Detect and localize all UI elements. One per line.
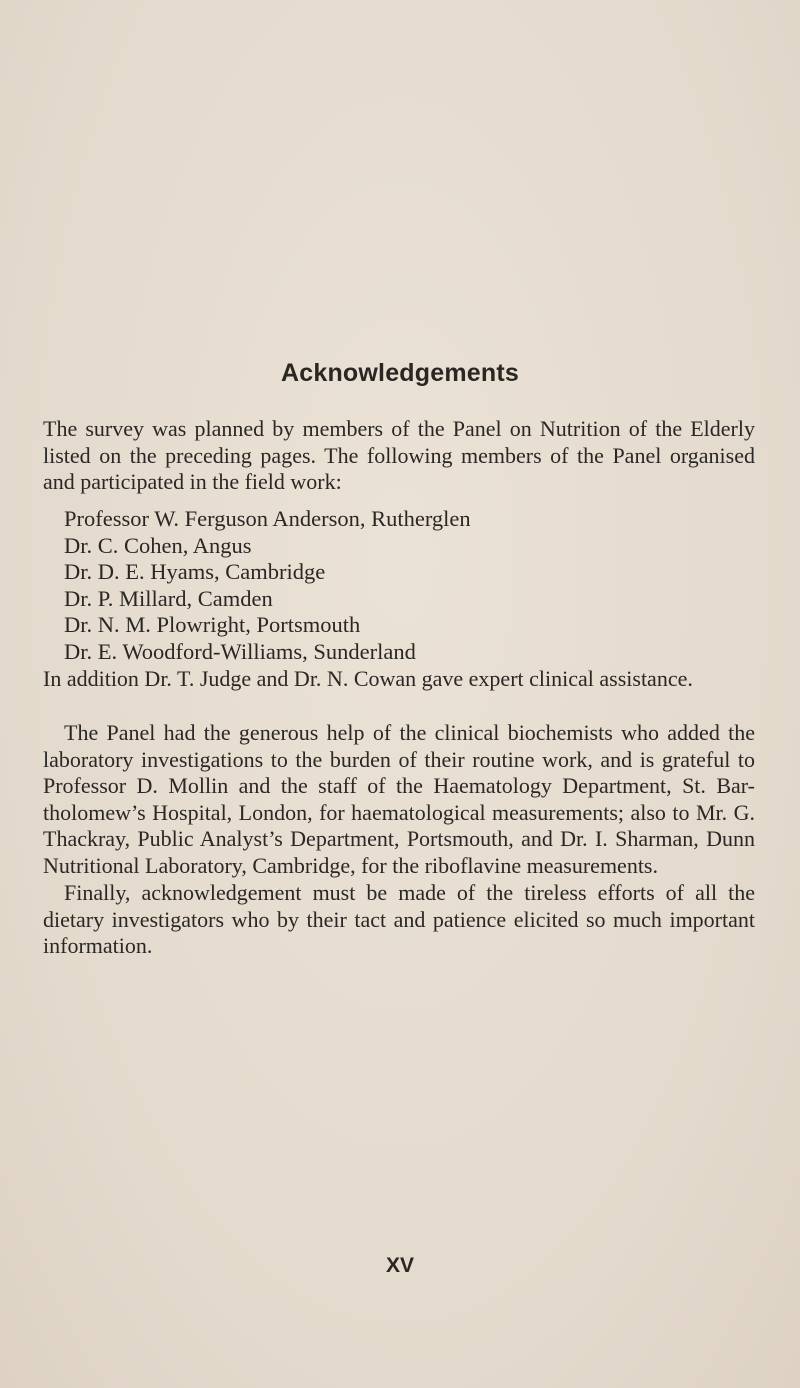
list-item: Dr. E. Woodford-Williams, Sunderland <box>64 638 416 664</box>
closing-paragraph: Finally, acknowledgement must be made of the tireless efforts of all the dietary investigators who by their tact and patience elicited so much important information. <box>43 880 755 958</box>
panel-members-list <box>64 506 471 665</box>
intro-paragraph: The survey was planned by members of the Panel on Nutrition of the Elderly listed on the preceding pages. The following members of the Panel organised and participated in the field work: <box>43 416 755 494</box>
page-number: XV <box>385 1254 414 1277</box>
list-item: Dr. C. Cohen, Angus <box>64 532 252 558</box>
list-item: Dr. P. Millard, Camden <box>64 585 273 611</box>
list-item: Dr. D. E. Hyams, Cambridge <box>64 559 326 584</box>
page-title: Acknowledgements <box>281 359 519 387</box>
addition-paragraph: In addition Dr. T. Judge and Dr. N. Cowan gave expert clinical assistance. <box>43 666 693 691</box>
panel-help-paragraph: The Panel had the generous help of the clinical biochemists who added the laboratory investigations to the burden of their routine work, and is grateful to Professor D. Mollin and the staff of the Haematology Department, St. Bar-tholomew’s Hospital, London, for haematological measurements; also to Mr. G. Thackray, Public Analyst’s Department, Portsmouth, and Dr. I. Sharman, Dunn Nutritional Laboratory, Cambridge, for the riboflavine measurements. <box>43 720 755 878</box>
list-item: Dr. N. M. Plowright, Portsmouth <box>64 612 361 637</box>
list-item: Professor W. Ferguson Anderson, Rutherglen <box>64 506 471 531</box>
